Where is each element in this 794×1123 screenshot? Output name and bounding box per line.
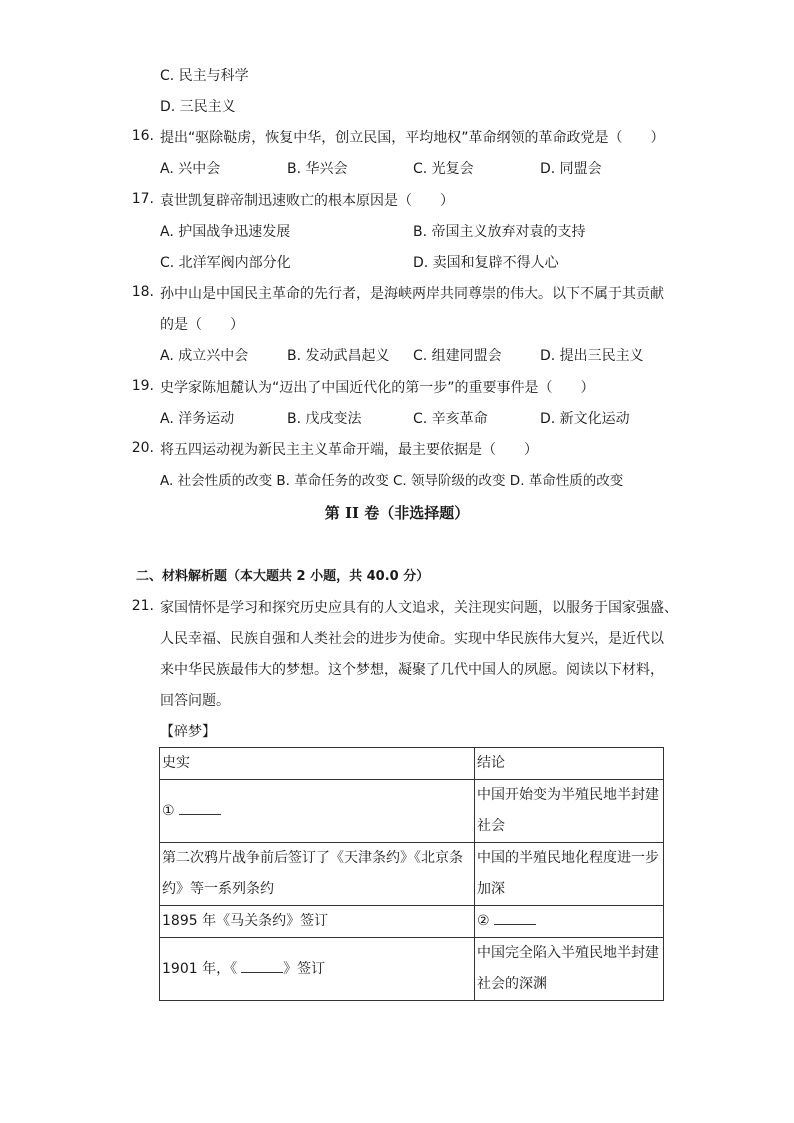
q21-text-line1: 家国情怀是学习和探究历史应具有的人文追求，关注现实问题，以服务于国家强盛、 bbox=[160, 600, 678, 616]
question-17-stem: 袁世凯复辟帝制迅速败亡的根本原因是（ ） bbox=[160, 193, 454, 209]
question-number-20: 20. bbox=[131, 440, 154, 456]
table-row bbox=[160, 843, 664, 906]
fact-line2: 约》等一系列条约 bbox=[162, 881, 274, 897]
q19-option-b: B. 戊戌变法 bbox=[287, 411, 362, 427]
answer-blank[interactable] bbox=[494, 910, 536, 925]
table-row bbox=[160, 780, 664, 843]
q21-text-line3: 来中华民族最伟大的梦想。这个梦想，凝聚了几代中国人的夙愿。阅读以下材料， bbox=[160, 662, 664, 678]
fact-prefix: 1901 年，《 bbox=[162, 960, 238, 977]
q18-option-d: D. 提出三民主义 bbox=[540, 348, 644, 364]
fact-suffix: 》签订 bbox=[283, 960, 326, 977]
conclusion-line2: 社会的深渊 bbox=[477, 976, 548, 992]
q16-option-c: C. 光复会 bbox=[413, 161, 474, 177]
question-20-stem: 将五四运动视为新民主主义革命开端，最主要依据是（ ） bbox=[160, 442, 538, 458]
q19-option-a: A. 洋务运动 bbox=[160, 411, 235, 427]
blank-number: ① bbox=[162, 802, 175, 819]
question-18-stem-line1: 孙中山是中国民主革命的先行者，是海峡两岸共同尊崇的伟大。以下不属于其贡献 bbox=[160, 286, 664, 302]
q21-subtitle: 【碎梦】 bbox=[160, 724, 216, 740]
conclusion-line1: 中国的半殖民地化程度进一步 bbox=[477, 850, 660, 866]
conclusion-line2: 社会 bbox=[477, 818, 506, 834]
q16-option-b: B. 华兴会 bbox=[287, 161, 348, 177]
q19-option-d: D. 新文化运动 bbox=[540, 411, 630, 427]
q16-option-a: A. 兴中会 bbox=[160, 161, 221, 177]
table-cell-fact bbox=[160, 938, 475, 1001]
q17-option-d: D. 卖国和复辟不得人心 bbox=[413, 255, 559, 271]
question-number-21: 21. bbox=[131, 598, 154, 614]
question-16-stem: 提出“驱除鞑虏，恢复中华，创立民国，平均地权”革命纲领的革命政党是（ ） bbox=[160, 130, 665, 146]
q18-option-b: B. 发动武昌起义 bbox=[287, 348, 390, 364]
q17-option-c: C. 北洋军阀内部分化 bbox=[160, 255, 291, 271]
q21-text-line2: 人民幸福、民族自强和人类社会的进步为使命。实现中华民族伟大复兴，是近代以 bbox=[160, 631, 664, 647]
q18-option-a: A. 成立兴中会 bbox=[160, 348, 249, 364]
q17-option-b: B. 帝国主义放弃对袁的支持 bbox=[413, 224, 586, 240]
q16-option-d: D. 同盟会 bbox=[540, 161, 602, 177]
question-number-17: 17. bbox=[131, 191, 154, 207]
answer-blank[interactable] bbox=[179, 800, 221, 815]
table-header-fact: 史实 bbox=[160, 748, 475, 780]
table-cell-conclusion bbox=[475, 938, 664, 1001]
q18-option-c: C. 组建同盟会 bbox=[413, 348, 502, 364]
question-18-stem-line2: 的是（ ） bbox=[160, 317, 244, 333]
history-facts-table bbox=[159, 747, 664, 1001]
table-cell-fact bbox=[160, 780, 475, 843]
q20-options: A. 社会性质的改变 B. 革命任务的改变 C. 领导阶级的改变 D. 革命性质的改变 bbox=[160, 473, 624, 489]
q15-option-c: C. 民主与科学 bbox=[160, 68, 249, 84]
blank-number: ② bbox=[477, 913, 490, 929]
answer-blank[interactable] bbox=[241, 958, 283, 973]
question-number-16: 16. bbox=[131, 128, 154, 144]
part2-title: 第 II 卷（非选择题） bbox=[324, 504, 470, 522]
conclusion-line1: 中国开始变为半殖民地半封建 bbox=[477, 787, 660, 803]
table-cell-fact bbox=[160, 843, 475, 906]
question-number-18: 18. bbox=[131, 284, 154, 300]
q19-option-c: C. 辛亥革命 bbox=[413, 411, 488, 427]
table-cell-conclusion bbox=[475, 843, 664, 906]
question-number-19: 19. bbox=[131, 378, 154, 394]
table-cell-fact: 1895 年《马关条约》签订 bbox=[160, 906, 475, 938]
table-cell-conclusion bbox=[475, 780, 664, 843]
q21-text-line4: 回答问题。 bbox=[160, 693, 230, 709]
conclusion-line1: 中国完全陷入半殖民地半封建 bbox=[477, 945, 660, 961]
fact-line1: 第二次鸦片战争前后签订了《天津条约》《北京条 bbox=[162, 850, 463, 866]
section2-header: 二、材料解析题（本大题共 2 小题，共 40.0 分） bbox=[136, 569, 430, 584]
conclusion-line2: 加深 bbox=[477, 881, 506, 897]
table-header-row bbox=[160, 748, 664, 780]
table-row bbox=[160, 906, 664, 938]
question-19-stem: 史学家陈旭麓认为“迈出了中国近代化的第一步”的重要事件是（ ） bbox=[160, 380, 595, 396]
q17-option-a: A. 护国战争迅速发展 bbox=[160, 224, 291, 240]
q15-option-d: D. 三民主义 bbox=[160, 99, 236, 115]
table-cell-conclusion bbox=[475, 906, 664, 938]
table-row bbox=[160, 938, 664, 1001]
table-header-conclusion: 结论 bbox=[475, 748, 664, 780]
